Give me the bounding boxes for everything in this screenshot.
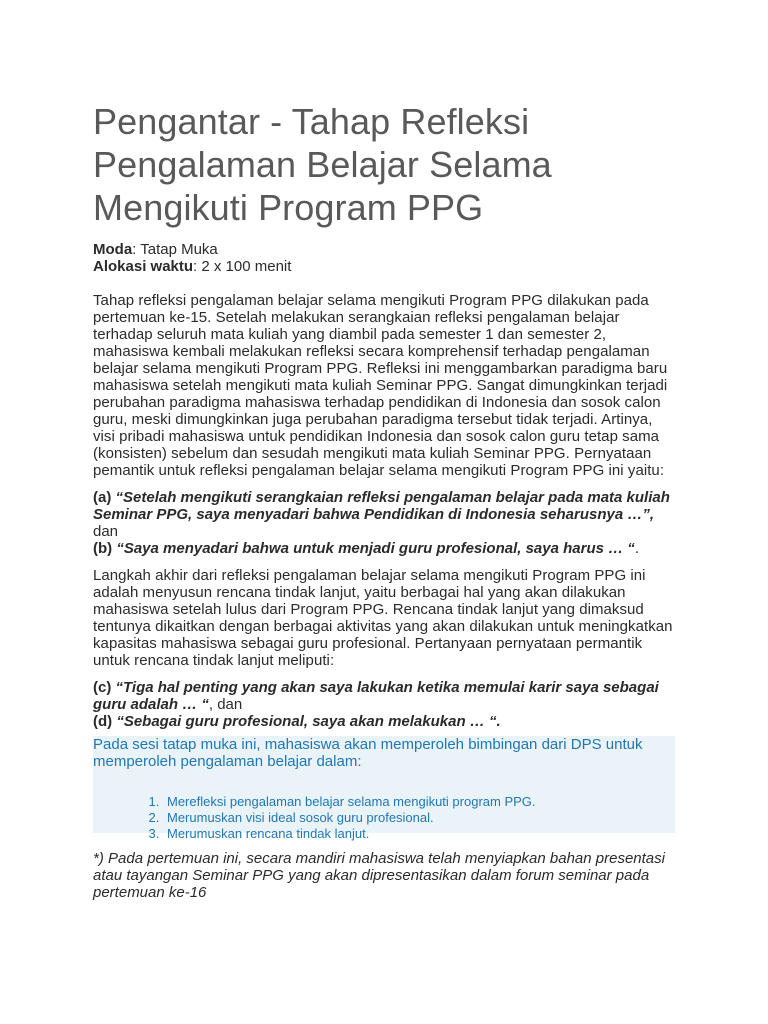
moda-line [93,241,675,258]
list-item: 1. Merefleksi pengalaman belajar selama mengikuti program PPG. [163,794,675,810]
document-page [93,100,675,901]
statement-c-quote: “Tiga hal penting yang akan saya lakukan ketika memulai karir saya sebagai guru adalah … “ [93,679,659,713]
statement-d-quote: “Sebagai guru profesional, saya akan melakukan … “. [116,713,501,730]
list-item: 3. Merumuskan rencana tindak lanjut. [163,826,675,842]
list-item: 2. Merumuskan visi ideal sosok guru profesional. [163,810,675,826]
alokasi-value: : 2 x 100 menit [193,258,292,275]
intro-paragraph: Tahap refleksi pengalaman belajar selama mengikuti Program PPG dilakukan pada pertemuan ke-15. Setelah melakukan serangkaian refleksi pengalaman belajar terhadap seluruh mata kuliah yang diambil pada semester 1 dan semester 2, mahasiswa kembali melakukan refleksi secara komprehensif terhadap pengalaman belajar selama mengikuti Program PPG. Refleksi ini menggambarkan paradigma baru mahasiswa setelah mengikuti mata kuliah Seminar PPG. Sangat dimungkinkan terjadi perubahan paradigma mahasiswa terhadap pendidikan di Indonesia dan sosok calon guru, meski dimungkinkan juga perubahan paradigma tersebut tidak terjadi. Artinya, visi pribadi mahasiswa untuk pendidikan Indonesia dan sosok calon guru tetap sama (konsisten) sebelum dan sesudah mengikuti mata kuliah Seminar PPG. Pernyataan pemantik untuk refleksi pengalaman belajar selama mengikuti Program PPG ini yaitu: [93,292,668,479]
statement-a-suffix: dan [93,523,119,540]
moda-label: Moda [93,241,133,258]
statement-a-b [93,489,675,557]
statement-b-quote: “Saya menyadari bahwa untuk menjadi guru profesional, saya harus … “ [116,540,635,557]
statement-d-label: (d) [93,713,113,730]
page-title: Pengantar - Tahap Refleksi Pengalaman Belajar Selama Mengikuti Program PPG [93,101,552,228]
statement-c-label: (c) [93,679,112,696]
footnote: *) Pada pertemuan ini, secara mandiri mahasiswa telah menyiapkan bahan presentasi atau tayangan Seminar PPG yang akan dipresentasikan dalam forum seminar pada pertemuan ke-16 [93,850,665,901]
statement-c-d [93,679,675,730]
alokasi-label: Alokasi waktu [93,258,194,275]
statement-c-suffix: , dan [208,696,243,713]
alokasi-line [93,258,675,275]
statement-b-suffix: . [634,540,639,557]
statement-a-quote: “Setelah mengikuti serangkaian refleksi pengalaman belajar pada mata kuliah Seminar PPG, saya menyadari bahwa Pendidikan di Indonesia seharusnya …”, [93,489,670,523]
highlight-text: Pada sesi tatap muka ini, mahasiswa akan memperoleh bimbingan dari DPS untuk memperoleh pengalaman belajar dalam: [93,736,643,770]
statement-a-label: (a) [93,489,112,506]
learning-list [93,794,675,842]
statement-b-label: (b) [93,540,113,557]
moda-value: : Tatap Muka [132,241,218,258]
highlight-box [93,736,675,841]
followup-paragraph: Langkah akhir dari refleksi pengalaman belajar selama mengikuti Program PPG ini adalah menyusun rencana tindak lanjut, yaitu berbagai hal yang akan dilakukan mahasiswa setelah lulus dari Program PPG. Rencana tindak lanjut yang dimaksud tentunya dikaitkan dengan berbagai aktivitas yang akan dilakukan untuk meningkatkan kapasitas mahasiswa sebagai guru profesional. Pertanyaan pernyataan permantik untuk rencana tindak lanjut meliputi: [93,567,673,669]
